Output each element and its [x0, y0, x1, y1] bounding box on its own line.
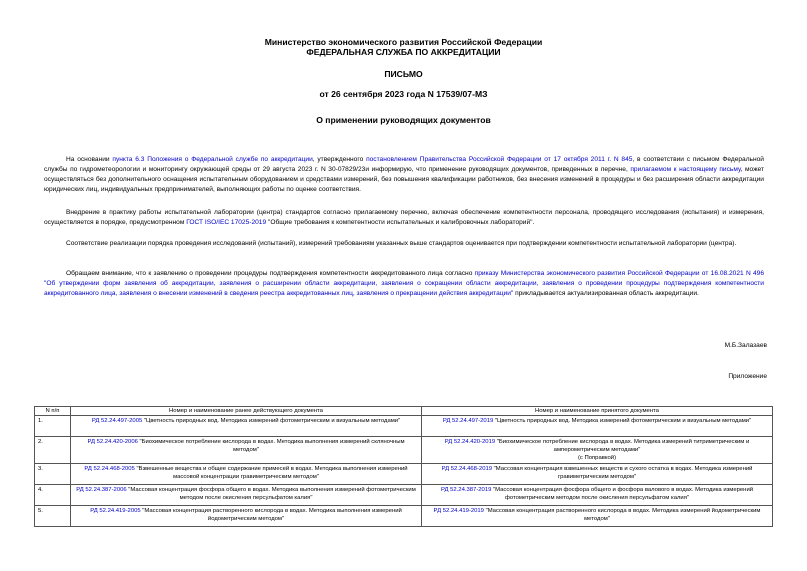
old-document-title: "Цветность природных вод. Методика измерений фотометрическим и визуальным методами" [142, 418, 401, 424]
ministry-title: Министерство экономического развития Российской Федерации [264, 37, 543, 47]
paragraph-1-text-a: На основании [66, 156, 113, 163]
new-document-title: "Массовая концентрация фосфора общего и фосфора валового в водах. Методика измерений фотометрическим методом после окисления персульфатом калия" [491, 487, 754, 501]
old-document-link[interactable]: РД 52.24.420-2006 [87, 439, 138, 445]
old-document-title: "Взвешенные вещества и общее содержание примесей в водах. Методика выполнения измерений массовой концентрации гравиметрическим методом" [134, 466, 408, 480]
paragraph-2 [44, 208, 764, 228]
paragraph-2-text-b: "Общие требования к компетентности испытательных и калибровочных лабораторий". [266, 219, 535, 227]
row-number: 1. [35, 416, 71, 437]
link-government-decree[interactable]: постановлением Правительства Российской Федерации от 17 октября 2011 г. N 845 [366, 156, 633, 163]
link-ministry-order[interactable]: приказу Министерства экономического развития Российской Федерации от 16.08.2021 N 496 "Об утверждении форм заявления об аккредитации, заявления о расширении области аккредитации, заявления о сокращении области аккредитации, заявления о проведении процедуры подтверждения компетентности аккредитованного лица, заявления о внесении изменений в сведения реестра аккредитованных лиц, заявления о прекращении действия аккредитации" [44, 270, 765, 298]
row-number: 2. [35, 437, 71, 464]
new-document-link[interactable]: РД 52.24.497-2019 [442, 418, 494, 424]
paragraph-4-text-b: прикладывается актуализированная область аккредитации. [513, 290, 699, 298]
old-document-link[interactable]: РД 52.24.387-2006 [76, 487, 127, 493]
link-regulation-point[interactable]: пункта 6.3 Положения о Федеральной службе по аккредитации [112, 156, 313, 163]
appendix-label: Приложение [728, 373, 767, 380]
table-row [35, 506, 773, 527]
old-document-link[interactable]: РД 52.24.497-2005 [91, 418, 143, 424]
new-document-link[interactable]: РД 52.24.420-2019 [444, 439, 496, 445]
header-new-document: Номер и наименование принятого документа [422, 407, 773, 416]
new-document-link[interactable]: РД 52.24.419-2019 [433, 508, 484, 514]
paragraph-1-text-d: , может осуществляться без дополнительного оснащения испытательным оборудованием и средствами измерений, без повышения квалификации работников, без внесения изменений в процедуры и без расширения области аккредитации юридических лиц, индивидуальных предпринимателей, выполняющих работы по оценке соответствия. [44, 166, 764, 194]
paragraph-2-text-a: Внедрение в практику работы испытательной лаборатории (центра) стандартов согласно прилагаемому перечню, включая обеспечение компетентности персонала, проводящего исследования (испытания) и измерения, осуществляется в порядке, предусмотренном [44, 209, 764, 227]
paragraph-1 [44, 155, 764, 195]
row-number: 4. [35, 485, 71, 506]
old-document-cell [71, 464, 422, 485]
header-number: N п/п [35, 407, 71, 416]
old-document-link[interactable]: РД 52.24.468-2005 [84, 466, 135, 472]
old-document-title: "Массовая концентрация растворенного кислорода в водах. Методика выполнения измерений йодометрическим методом" [140, 508, 402, 522]
new-document-link[interactable]: РД 52.24.387-2019 [440, 487, 492, 493]
new-document-cell [422, 485, 773, 506]
paragraph-3 [44, 239, 764, 249]
table-row [35, 464, 773, 485]
document-type: ПИСЬМО [384, 69, 423, 79]
new-document-cell [422, 416, 773, 437]
old-document-cell [71, 416, 422, 437]
new-document-title: "Массовая концентрация взвешенных веществ и сухого остатка в водах. Методика измерений гравиметрическим методом" [492, 466, 753, 480]
paragraph-4-text-a: Обращаем внимание, что к заявлению о проведении процедуры подтверждения компетентности аккредитованного лица согласно [66, 270, 475, 277]
old-document-title: "Массовая концентрация фосфора общего в водах. Методика выполнения измерений фотометрическим методом после окисления персульфатом калия" [126, 487, 416, 501]
link-gost-standard[interactable]: ГОСТ ISO/IEC 17025-2019 [186, 219, 267, 227]
old-document-cell [71, 437, 422, 464]
new-document-cell [422, 464, 773, 485]
new-document-link[interactable]: РД 52.24.468-2019 [441, 466, 493, 472]
row-number: 3. [35, 464, 71, 485]
paragraph-1-text-c: , в соответствии с письмом Федеральной службы по гидрометеорологии и мониторингу окружающей среды от 29 августа 2023 г. N 30-07829/23и информирую, что применение руководящих документов, приведенных в перечне, [44, 156, 764, 174]
paragraph-1-text-b: , утвержденного [312, 156, 367, 163]
document-date-number: от 26 сентября 2023 года N 17539/07-МЗ [319, 89, 488, 99]
new-document-title: "Цветность природных вод. Методика измерений фотометрическим и визуальным методами" [493, 418, 752, 424]
table-header-row [35, 407, 773, 416]
table-row [35, 437, 773, 464]
signature: М.Б.Залазаев [724, 342, 767, 349]
old-document-cell [71, 485, 422, 506]
new-document-title: "Биохимическое потребление кислорода в водах. Методика измерений титриметрическим и амперометрическим методами" [495, 439, 750, 453]
paragraph-3-text: Соответствие реализации порядка проведения исследований (испытаний), измерений требованиям указанных выше стандартов оценивается при подтверждении компетентности испытательной лаборатории (центра). [66, 240, 737, 247]
table-row [35, 485, 773, 506]
link-attached-list[interactable]: прилагаемом к настоящему письму [630, 166, 741, 174]
old-document-link[interactable]: РД 52.24.419-2005 [90, 508, 141, 514]
new-document-cell [422, 437, 773, 464]
old-document-cell [71, 506, 422, 527]
document-subject: О применении руководящих документов [316, 115, 491, 125]
service-title: ФЕДЕРАЛЬНАЯ СЛУЖБА ПО АККРЕДИТАЦИИ [306, 47, 501, 57]
table-row [35, 416, 773, 437]
document-comparison-table [34, 406, 773, 527]
paragraph-4 [44, 269, 764, 299]
old-document-title: "Биохимическое потребление кислорода в водах. Методика выполнения измерений скляночным методом" [137, 439, 405, 453]
row-number: 5. [35, 506, 71, 527]
header-old-document: Номер и наименование ранее действующего документа [71, 407, 422, 416]
new-document-cell [422, 506, 773, 527]
new-document-title: "Массовая концентрация растворенного кислорода в водах. Методика измерений йодометрическим методом" [483, 508, 761, 522]
new-document-note: (с Поправкой) [577, 455, 617, 461]
